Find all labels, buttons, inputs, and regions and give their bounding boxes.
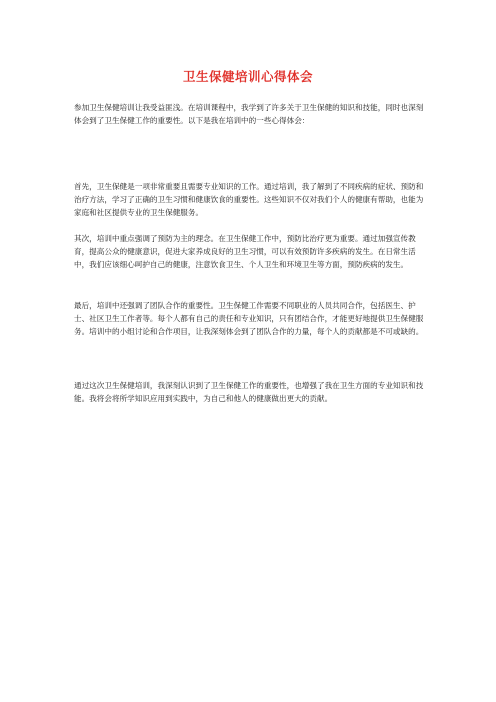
paragraph-second-point: 其次，培训中重点强调了预防为主的理念。在卫生保健工作中，预防比治疗更为重要。通过加强宣传教育，提高公众的健康意识，促进大家养成良好的卫生习惯，可以有效预防许多疾病的发生。在日常生活中，我们应该细心呵护自己的健康，注意饮食卫生、个人卫生和环境卫生等方面，预防疾病的发生。: [74, 234, 416, 270]
paragraph-third-point: 最后，培训中还强调了团队合作的重要性。卫生保健工作需要不同职业的人员共同合作，包括医生、护士、社区卫生工作者等。每个人都有自己的责任和专业知识，只有团结合作，才能更好地提供卫生保健服务。培训中的小组讨论和合作项目，让我深刻体会到了团队合作的力量，每个人的贡献都是不可或缺的。: [74, 301, 424, 337]
paragraph-first-point: 首先，卫生保健是一项非常重要且需要专业知识的工作。通过培训，我了解到了不同疾病的症状、预防和治疗方法，学习了正确的卫生习惯和健康饮食的重要性。这些知识不仅对我们个人的健康有帮助，也能为家庭和社区提供专业的卫生保健服务。: [74, 182, 424, 218]
paragraph-conclusion: 通过这次卫生保健培训，我深刻认识到了卫生保健工作的重要性，也增强了我在卫生方面的专业知识和技能。我将会将所学知识应用到实践中，为自己和他人的健康做出更大的贡献。: [74, 381, 424, 404]
paragraph-intro: 参加卫生保健培训让我受益匪浅。在培训课程中，我学到了许多关于卫生保健的知识和技能，同时也深刻体会到了卫生保健工作的重要性。以下是我在培训中的一些心得体会：: [74, 103, 424, 126]
document-title: 卫生保健培训心得体会: [182, 69, 313, 84]
